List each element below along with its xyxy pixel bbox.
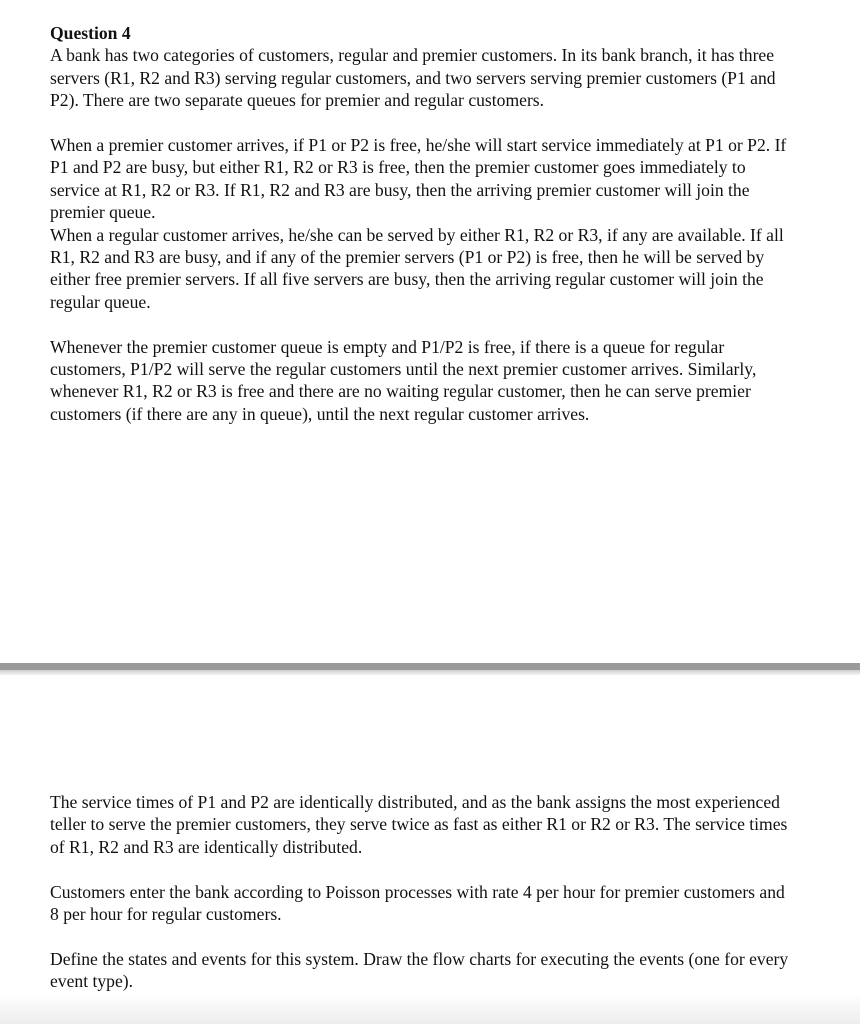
paragraph-arrival-rates: Customers enter the bank according to Poisson processes with rate 4 per hour for premier customers and 8 per hour for regular customers.	[50, 881, 785, 925]
page-2-content	[50, 791, 790, 993]
question-title: Question 4	[50, 23, 131, 43]
paragraph-task: Define the states and events for this system. Draw the flow charts for executing the events (one for every event type).	[50, 948, 789, 992]
document-page-2	[0, 675, 860, 1024]
paragraph-regular-arrival: When a regular customer arrives, he/she can be served by either R1, R2 or R3, if any are available. If all R1, R2 and R3 are busy, and if any of the premier servers (P1 or P2) is free, then he will be served by either free premier servers. If all five servers are busy, then the arriving regular customer will join the regular queue.	[50, 224, 784, 312]
paragraph-queue-sharing: Whenever the premier customer queue is empty and P1/P2 is free, if there is a queue for regular customers, P1/P2 will serve the regular customers until the next premier customer arrives. Similarly, whenever R1, R2 or R3 is free and there are no waiting regular customer, then he can serve premier customers (if there are any in queue), until the next regular customer arrives.	[50, 336, 757, 424]
paragraph-intro: A bank has two categories of customers, regular and premier customers. In its bank branch, it has three servers (R1, R2 and R3) serving regular customers, and two servers serving premier customers (P1 and P2). There are two separate queues for premier and regular customers.	[50, 45, 776, 111]
paragraph-premier-arrival: When a premier customer arrives, if P1 or P2 is free, he/she will start service immediately at P1 or P2. If P1 and P2 are busy, but either R1, R2 or R3 is free, then the premier customer goes immediately to service at R1, R2 or R3. If R1, R2 and R3 are busy, then the arriving premier customer will join the premier queue.	[50, 135, 787, 223]
page-divider	[0, 663, 860, 675]
bottom-shade	[0, 994, 860, 1024]
paragraph-service-times: The service times of P1 and P2 are identically distributed, and as the bank assigns the most experienced teller to serve the premier customers, they serve twice as fast as either R1 or R2 or R3. The service times of R1, R2 and R3 are identically distributed.	[50, 792, 788, 857]
page-1-content	[50, 22, 790, 425]
